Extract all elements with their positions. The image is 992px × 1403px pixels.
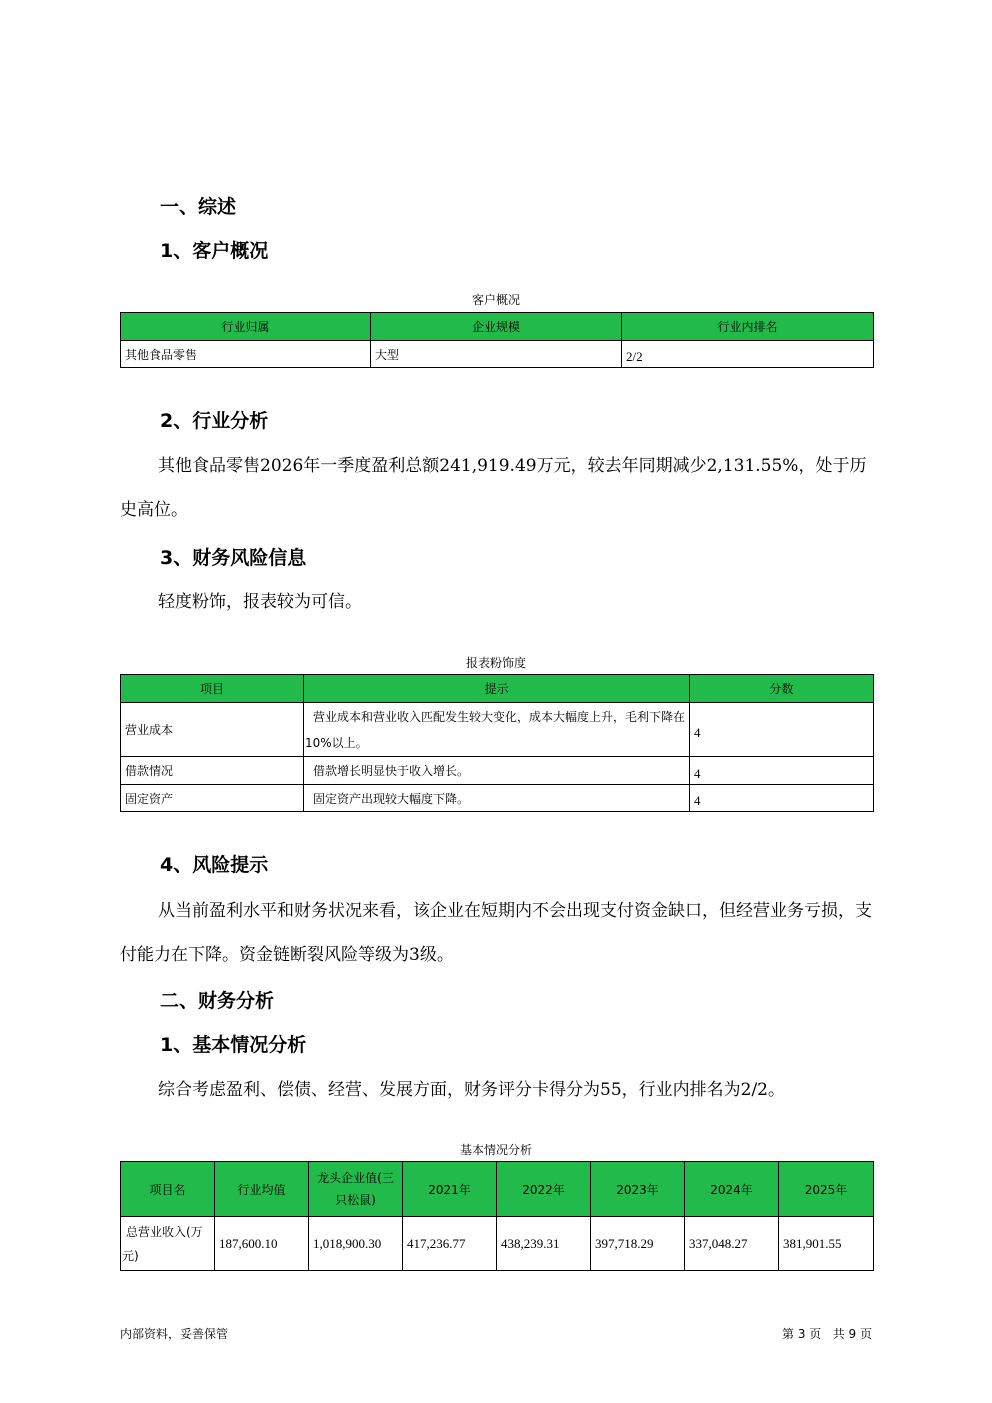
section-heading-risk-warning: 4、风险提示 bbox=[160, 854, 269, 876]
customer-table-caption: 客户概况 bbox=[471, 293, 520, 307]
table-row bbox=[121, 757, 874, 785]
table-row bbox=[121, 703, 874, 757]
section-heading-customer: 1、客户概况 bbox=[160, 240, 269, 262]
customer-header-scale: 企业规模 bbox=[371, 313, 622, 341]
table-row bbox=[121, 785, 874, 812]
whitewash-cell-score: 4 bbox=[690, 703, 874, 757]
basic-analysis-text: 综合考虑盈利、偿债、经营、发展方面，财务评分卡得分为55，行业内排名为2/2。 bbox=[158, 1080, 785, 1100]
basic-cell-2023: 397,718.29 bbox=[591, 1217, 685, 1271]
customer-cell-industry: 其他食品零售 bbox=[121, 341, 371, 368]
whitewash-cell-hint: 借款增长明显快于收入增长。 bbox=[304, 757, 690, 785]
section-heading-industry: 2、行业分析 bbox=[160, 410, 269, 432]
basic-cell-item: 总营业收入(万元) bbox=[121, 1217, 215, 1271]
industry-analysis-text: 其他食品零售2026年一季度盈利总额241,919.49万元，较去年同期减少2,131.55%，处于历史高位。 bbox=[120, 456, 867, 520]
table-row bbox=[121, 1217, 874, 1271]
basic-header-2025: 2025年 bbox=[779, 1162, 874, 1217]
risk-warning-text: 从当前盈利水平和财务状况来看，该企业在短期内不会出现支付资金缺口，但经营业务亏损，支付能力在下降。资金链断裂风险等级为3级。 bbox=[120, 901, 872, 965]
basic-cell-2021: 417,236.77 bbox=[403, 1217, 497, 1271]
whitewash-cell-score: 4 bbox=[690, 757, 874, 785]
customer-table bbox=[120, 312, 874, 368]
whitewash-header-hint: 提示 bbox=[304, 675, 690, 703]
section-heading-basic: 1、基本情况分析 bbox=[160, 1034, 307, 1056]
whitewash-cell-item: 固定资产 bbox=[121, 785, 304, 812]
basic-table-caption: 基本情况分析 bbox=[459, 1143, 532, 1157]
whitewash-header-item: 项目 bbox=[121, 675, 304, 703]
basic-header-2022: 2022年 bbox=[497, 1162, 591, 1217]
basic-header-leader: 龙头企业值(三只松鼠) bbox=[309, 1162, 403, 1217]
basic-cell-2022: 438,239.31 bbox=[497, 1217, 591, 1271]
footer-confidential: 内部资料，妥善保管 bbox=[120, 1327, 229, 1341]
customer-cell-scale: 大型 bbox=[371, 341, 622, 368]
basic-cell-2025: 381,901.55 bbox=[779, 1217, 874, 1271]
customer-header-rank: 行业内排名 bbox=[622, 313, 874, 341]
whitewash-cell-item: 借款情况 bbox=[121, 757, 304, 785]
basic-header-item: 项目名 bbox=[121, 1162, 215, 1217]
basic-header-2024: 2024年 bbox=[685, 1162, 779, 1217]
whitewash-cell-item: 营业成本 bbox=[121, 703, 304, 757]
basic-header-2021: 2021年 bbox=[403, 1162, 497, 1217]
basic-cell-industry-avg: 187,600.10 bbox=[215, 1217, 309, 1271]
basic-cell-2024: 337,048.27 bbox=[685, 1217, 779, 1271]
basic-header-industry-avg: 行业均值 bbox=[215, 1162, 309, 1217]
whitewash-cell-hint: 固定资产出现较大幅度下降。 bbox=[304, 785, 690, 812]
financial-risk-text: 轻度粉饰，报表较为可信。 bbox=[158, 592, 362, 612]
basic-cell-leader: 1,018,900.30 bbox=[309, 1217, 403, 1271]
section-heading-financial-analysis: 二、财务分析 bbox=[160, 990, 275, 1012]
basic-header-2023: 2023年 bbox=[591, 1162, 685, 1217]
whitewash-table-caption: 报表粉饰度 bbox=[465, 656, 526, 670]
whitewash-cell-hint: 营业成本和营业收入匹配发生较大变化，成本大幅度上升，毛利下降在10%以上。 bbox=[304, 703, 690, 757]
whitewash-cell-score: 4 bbox=[690, 785, 874, 812]
customer-header-industry: 行业归属 bbox=[121, 313, 371, 341]
whitewash-header-score: 分数 bbox=[690, 675, 874, 703]
basic-table bbox=[120, 1161, 874, 1271]
section-heading-financial-risk: 3、财务风险信息 bbox=[160, 547, 307, 569]
section-heading-overview: 一、综述 bbox=[160, 196, 237, 218]
whitewash-table bbox=[120, 674, 874, 812]
footer-page-number: 第 3 页 共 9 页 bbox=[782, 1327, 872, 1341]
customer-cell-rank: 2/2 bbox=[622, 341, 874, 368]
